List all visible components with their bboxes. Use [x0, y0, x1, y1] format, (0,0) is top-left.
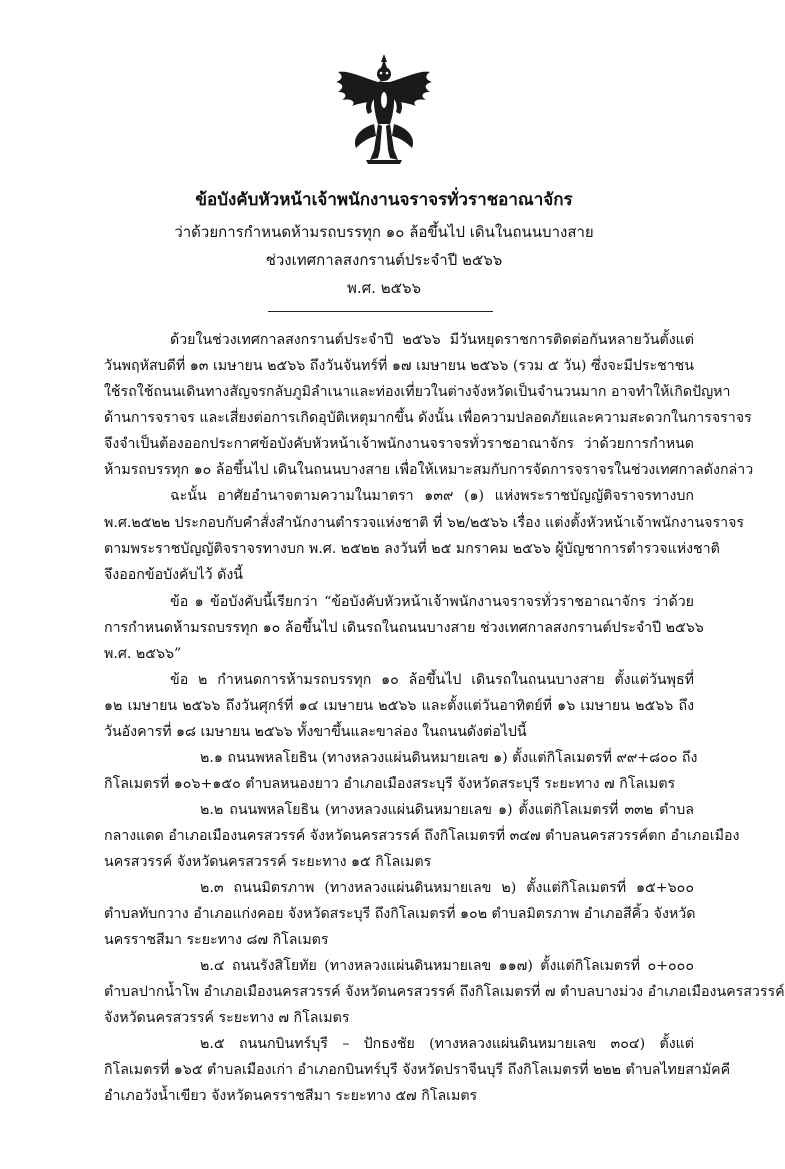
body-line: ข้อ ๒ กำหนดการห้ามรถบรรทุก ๑๐ ล้อขึ้นไป เดินรถในถนนบางสาย ตั้งแต่วันพุธที่ [170, 672, 694, 688]
body-line: ด้านการจราจร และเสี่ยงต่อการเกิดอุบัติเหตุมากขึ้น ดังนั้น เพื่อความปลอดภัยและความสะดวกในการจราจร [104, 410, 752, 426]
title-divider [268, 311, 493, 312]
body-line: ๒.๕ ถนนกบินทร์บุรี – ปักธงชัย (ทางหลวงแผ่นดินหมายเลข ๓๐๔) ตั้งแต่ [200, 1036, 694, 1052]
document-subtitle: ว่าด้วยการกำหนดห้ามรถบรรทุก ๑๐ ล้อขึ้นไป เดินในถนนบางสาย [174, 223, 594, 241]
body-line: การกำหนดห้ามรถบรรทุก ๑๐ ล้อขึ้นไป เดินรถในถนนบางสาย ช่วงเทศกาลสงกรานต์ประจำปี ๒๕๖๖ [104, 620, 704, 636]
body-line: นครราชสีมา ระยะทาง ๘๗ กิโลเมตร [104, 932, 329, 948]
body-line: จึงจำเป็นต้องออกประกาศข้อบังคับหัวหน้าเจ้าพนักงานจราจรทั่วราชอาณาจักร ว่าด้วยการกำหนด [104, 436, 694, 452]
body-line: นครสวรรค์ จังหวัดนครสวรรค์ ระยะทาง ๑๕ กิโลเมตร [104, 854, 432, 870]
body-line: กิโลเมตรที่ ๑๖๕ ตำบลเมืองเก่า อำเภอกบินทร์บุรี จังหวัดปราจีนบุรี ถึงกิโลเมตรที่ ๒๒๒ ตำบลไทยสามัคคี [104, 1062, 731, 1078]
body-line: จังหวัดนครสวรรค์ ระยะทาง ๗ กิโลเมตร [104, 1010, 350, 1026]
body-line: พ.ศ. ๒๕๖๖” [104, 646, 182, 662]
body-line: วันอังคารที่ ๑๘ เมษายน ๒๕๖๖ ทั้งขาขึ้นและขาล่อง ในถนนดังต่อไปนี้ [104, 724, 527, 740]
body-line: ๒.๓ ถนนมิตรภาพ (ทางหลวงแผ่นดินหมายเลข ๒) ตั้งแต่กิโลเมตรที่ ๑๕+๖๐๐ [200, 880, 694, 896]
document-title: ข้อบังคับหัวหน้าเจ้าพนักงานจราจรทั่วราชอาณาจักร [195, 190, 573, 210]
body-line: ตามพระราชบัญญัติจราจรทางบก พ.ศ. ๒๕๒๒ ลงวันที่ ๒๕ มกราคม ๒๕๖๖ ผู้บัญชาการตำรวจแห่งชาติ [104, 541, 720, 557]
body-line: ๒.๑ ถนนพหลโยธิน (ทางหลวงแผ่นดินหมายเลข ๑) ตั้งแต่กิโลเมตรที่ ๙๙+๘๐๐ ถึง [200, 750, 698, 766]
body-line: จึงออกข้อบังคับไว้ ดังนี้ [104, 567, 243, 583]
body-line: ฉะนั้น อาศัยอำนาจตามความในมาตรา ๑๓๙ (๑) แห่งพระราชบัญญัติจราจรทางบก [170, 488, 694, 504]
body-line: ตำบลทับกวาง อำเภอแก่งคอย จังหวัดสระบุรี ถึงกิโลเมตรที่ ๑๐๒ ตำบลมิตรภาพ อำเภอสีคิ้ว จังหวัด [104, 906, 696, 922]
body-line: ตำบลปากน้ำโพ อำเภอเมืองนครสวรรค์ จังหวัดนครสวรรค์ ถึงกิโลเมตรที่ ๗ ตำบลบางม่วง อำเภอเมืองนครสวรรค์ [104, 984, 785, 1000]
body-line: กิโลเมตรที่ ๑๐๖+๑๕๐ ตำบลหนองยาว อำเภอเมืองสระบุรี จังหวัดสระบุรี ระยะทาง ๗ กิโลเมตร [104, 776, 676, 792]
body-line: วันพฤหัสบดีที่ ๑๓ เมษายน ๒๕๖๖ ถึงวันจันทร์ที่ ๑๗ เมษายน ๒๕๖๖ (รวม ๕ วัน) ซึ่งจะมีประชาชน [104, 358, 694, 374]
body-line: กลางแดด อำเภอเมืองนครสวรรค์ จังหวัดนครสวรรค์ ถึงกิโลเมตรที่ ๓๔๗ ตำบลนครสวรรค์ตก อำเภอเมือง [104, 828, 740, 844]
body-line: ๒.๔ ถนนรังสิโยทัย (ทางหลวงแผ่นดินหมายเลข ๑๑๗) ตั้งแต่กิโลเมตรที่ ๐+๐๐๐ [200, 958, 694, 974]
body-line: อำเภอวังน้ำเขียว จังหวัดนครราชสีมา ระยะทาง ๕๗ กิโลเมตร [104, 1088, 478, 1104]
body-line: ๒.๒ ถนนพหลโยธิน (ทางหลวงแผ่นดินหมายเลข ๑) ตั้งแต่กิโลเมตรที่ ๓๓๒ ตำบล [200, 802, 694, 818]
garuda-emblem-icon [334, 52, 434, 168]
body-line: ใช้รถใช้ถนนเดินทางสัญจรกลับภูมิลำเนาและท่องเที่ยวในต่างจังหวัดเป็นจำนวนมาก อาจทำให้เกิดปัญหา [104, 384, 731, 400]
body-line: พ.ศ.๒๕๒๒ ประกอบกับคำสั่งสำนักงานตำรวจแห่งชาติ ที่ ๖๒/๒๕๖๖ เรื่อง แต่งตั้งหัวหน้าเจ้าพนักงานจราจร [104, 515, 745, 531]
body-line: ข้อ ๑ ข้อบังคับนี้เรียกว่า “ข้อบังคับหัวหน้าเจ้าพนักงานจราจรทั่วราชอาณาจักร ว่าด้วย [170, 594, 694, 610]
body-line: ด้วยในช่วงเทศกาลสงกรานต์ประจำปี ๒๕๖๖ มีวันหยุดราชการติดต่อกันหลายวันตั้งแต่ [170, 332, 694, 348]
body-line: ห้ามรถบรรทุก ๑๐ ล้อขึ้นไป เดินในถนนบางสาย เพื่อให้เหมาะสมกับการจัดการจราจรในช่วงเทศกาลดังกล่าว [104, 462, 754, 478]
document-subtitle-period: ช่วงเทศกาลสงกรานต์ประจำปี ๒๕๖๖ [265, 251, 503, 269]
body-line: ๑๒ เมษายน ๒๕๖๖ ถึงวันศุกร์ที่ ๑๔ เมษายน ๒๕๖๖ และตั้งแต่วันอาทิตย์ที่ ๑๖ เมษายน ๒๕๖๖ ถึง [104, 698, 694, 714]
document-year: พ.ศ. ๒๕๖๖ [347, 279, 421, 297]
